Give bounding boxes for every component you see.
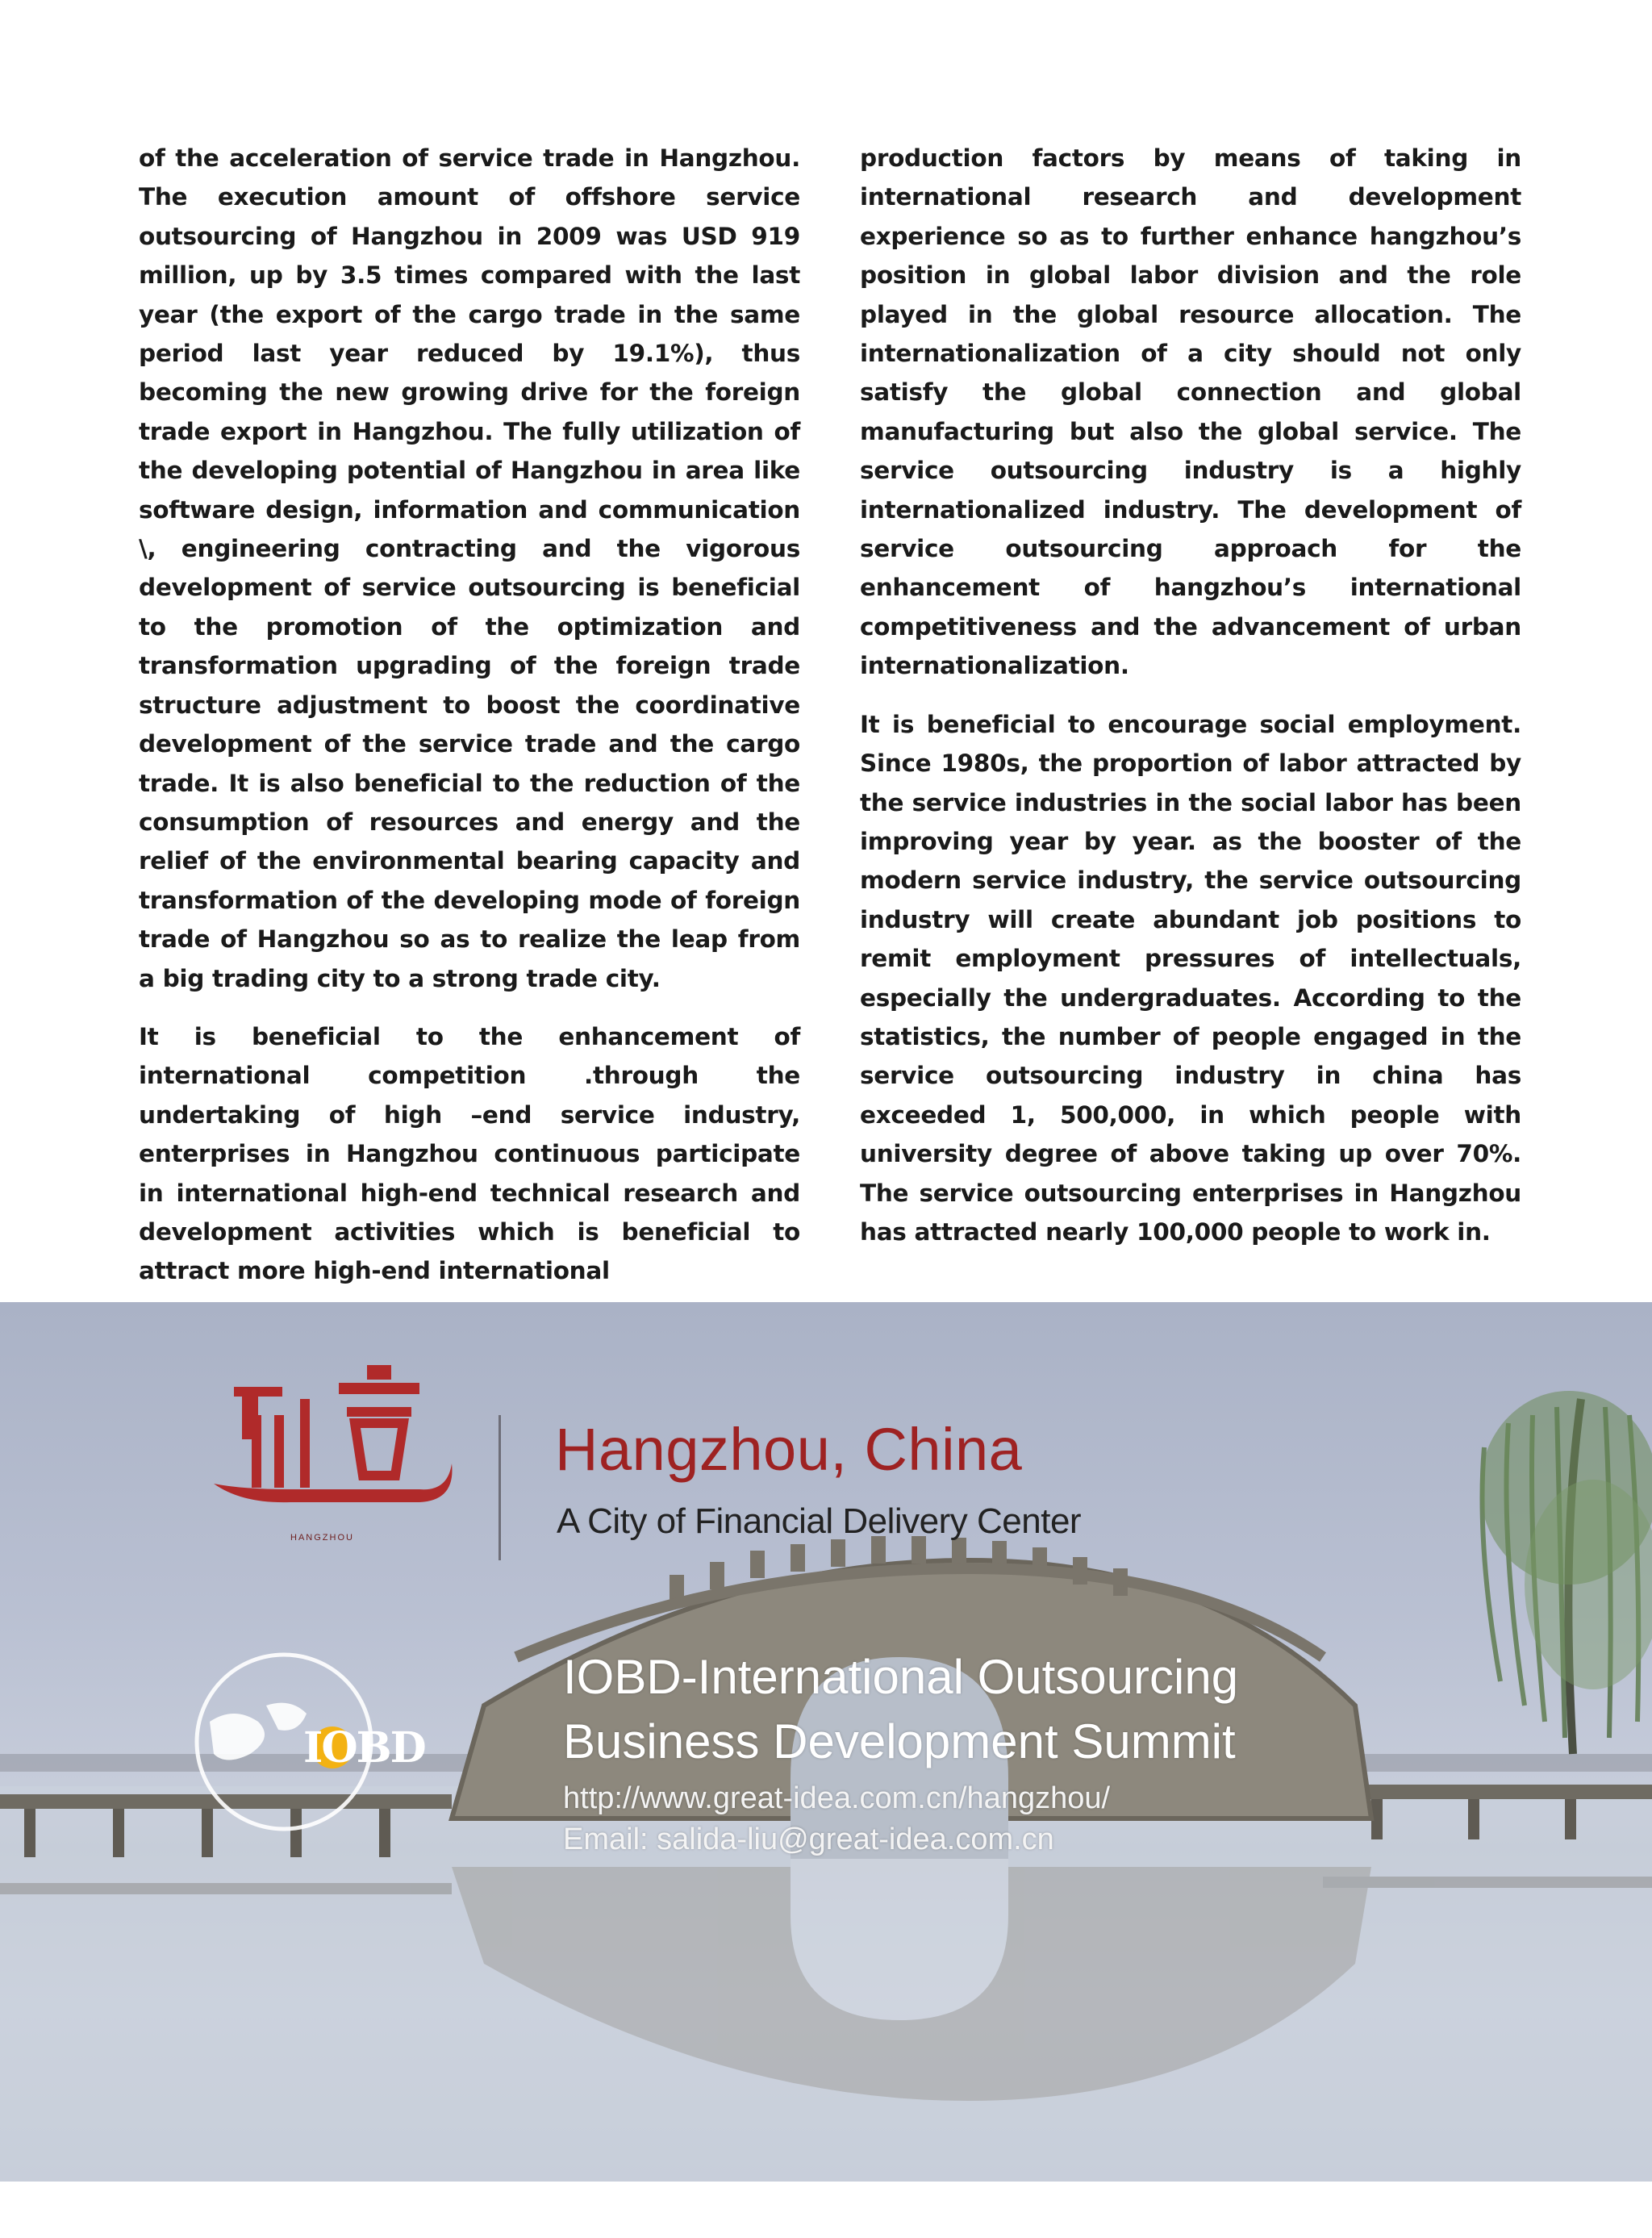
summit-email-link[interactable]: Email: salida-liu@great-idea.com.cn (563, 1823, 1054, 1856)
left-paragraph-2: It is beneficial to the enhancement of international competition .through the undertaking of high –end service industry, enterprises in Hangzhou continuous participate in international high-end technical research and development activities which is beneficial to attract more high-end international (139, 1022, 800, 1285)
iobd-logo-text: IOBD (303, 1723, 425, 1772)
banner-subtitle: A City of Financial Delivery Center (557, 1501, 1082, 1541)
hangzhou-city-logo-icon (214, 1365, 453, 1502)
right-paragraph-2: It is beneficial to encourage social employment. Since 1980s, the proportion of labor attracted by the service industries in the social labor has been improving year by year. as the booster of the modern service industry, the service outsourcing industry will create abundant job positions to remit employment pressures of intellectuals, especially the undergraduates. According to the statistics, the number of people engaged in the service outsourcing industry in china has exceeded 1, 500,000, in which people with university degree of above taking up over 70%. The service outsourcing enterprises in Hangzhou has attracted nearly 100,000 people to work in. (860, 710, 1521, 1246)
willow-tree-icon (1480, 1391, 1652, 1754)
right-column (860, 139, 1521, 1271)
logo-divider (499, 1415, 501, 1560)
left-column (139, 139, 800, 1310)
right-paragraph-1: production factors by means of taking in international research and development experience so as to further enhance hangzhou’s position in global labor division and the role played in the global resource allocation. The internationalization of a city should not only satisfy the global connection and global manufacturing but also the global service. The service outsourcing industry is a highly internationalized industry. The development of service outsourcing approach for the enhancement of hangzhou’s international competitiveness and the advancement of urban internationalization. (860, 144, 1521, 680)
hangzhou-advert-banner (0, 1302, 1652, 2182)
hangzhou-logo-caption: HANGZHOU (290, 1533, 354, 1543)
summit-title-line-2: Business Development Summit (563, 1714, 1236, 1768)
banner-title: Hangzhou, China (555, 1416, 1023, 1483)
left-paragraph-1: of the acceleration of service trade in Hangzhou. The execution amount of offshore service outsourcing of Hangzhou in 2009 was USD 919 million, up by 3.5 times compared with the last year (the export of the cargo trade in the same period last year reduced by 19.1%), thus becoming the new growing drive for the foreign trade export in Hangzhou. The fully utilization of the developing potential of Hangzhou in area like software design, information and communication \, engineering contracting and the vigorous development of service outsourcing is beneficial to the promotion of the optimization and transformation upgrading of the foreign trade structure adjustment to boost the coordinative development of the service trade and the cargo trade. It is also beneficial to the reduction of the consumption of resources and energy and the relief of the environmental bearing capacity and transformation of the developing mode of foreign trade of Hangzhou so as to realize the leap from a big trading city to a strong trade city. (139, 144, 800, 992)
summit-url-link[interactable]: http://www.great-idea.com.cn/hangzhou/ (563, 1781, 1111, 1815)
summit-title-line-1: IOBD-International Outsourcing (563, 1650, 1239, 1704)
